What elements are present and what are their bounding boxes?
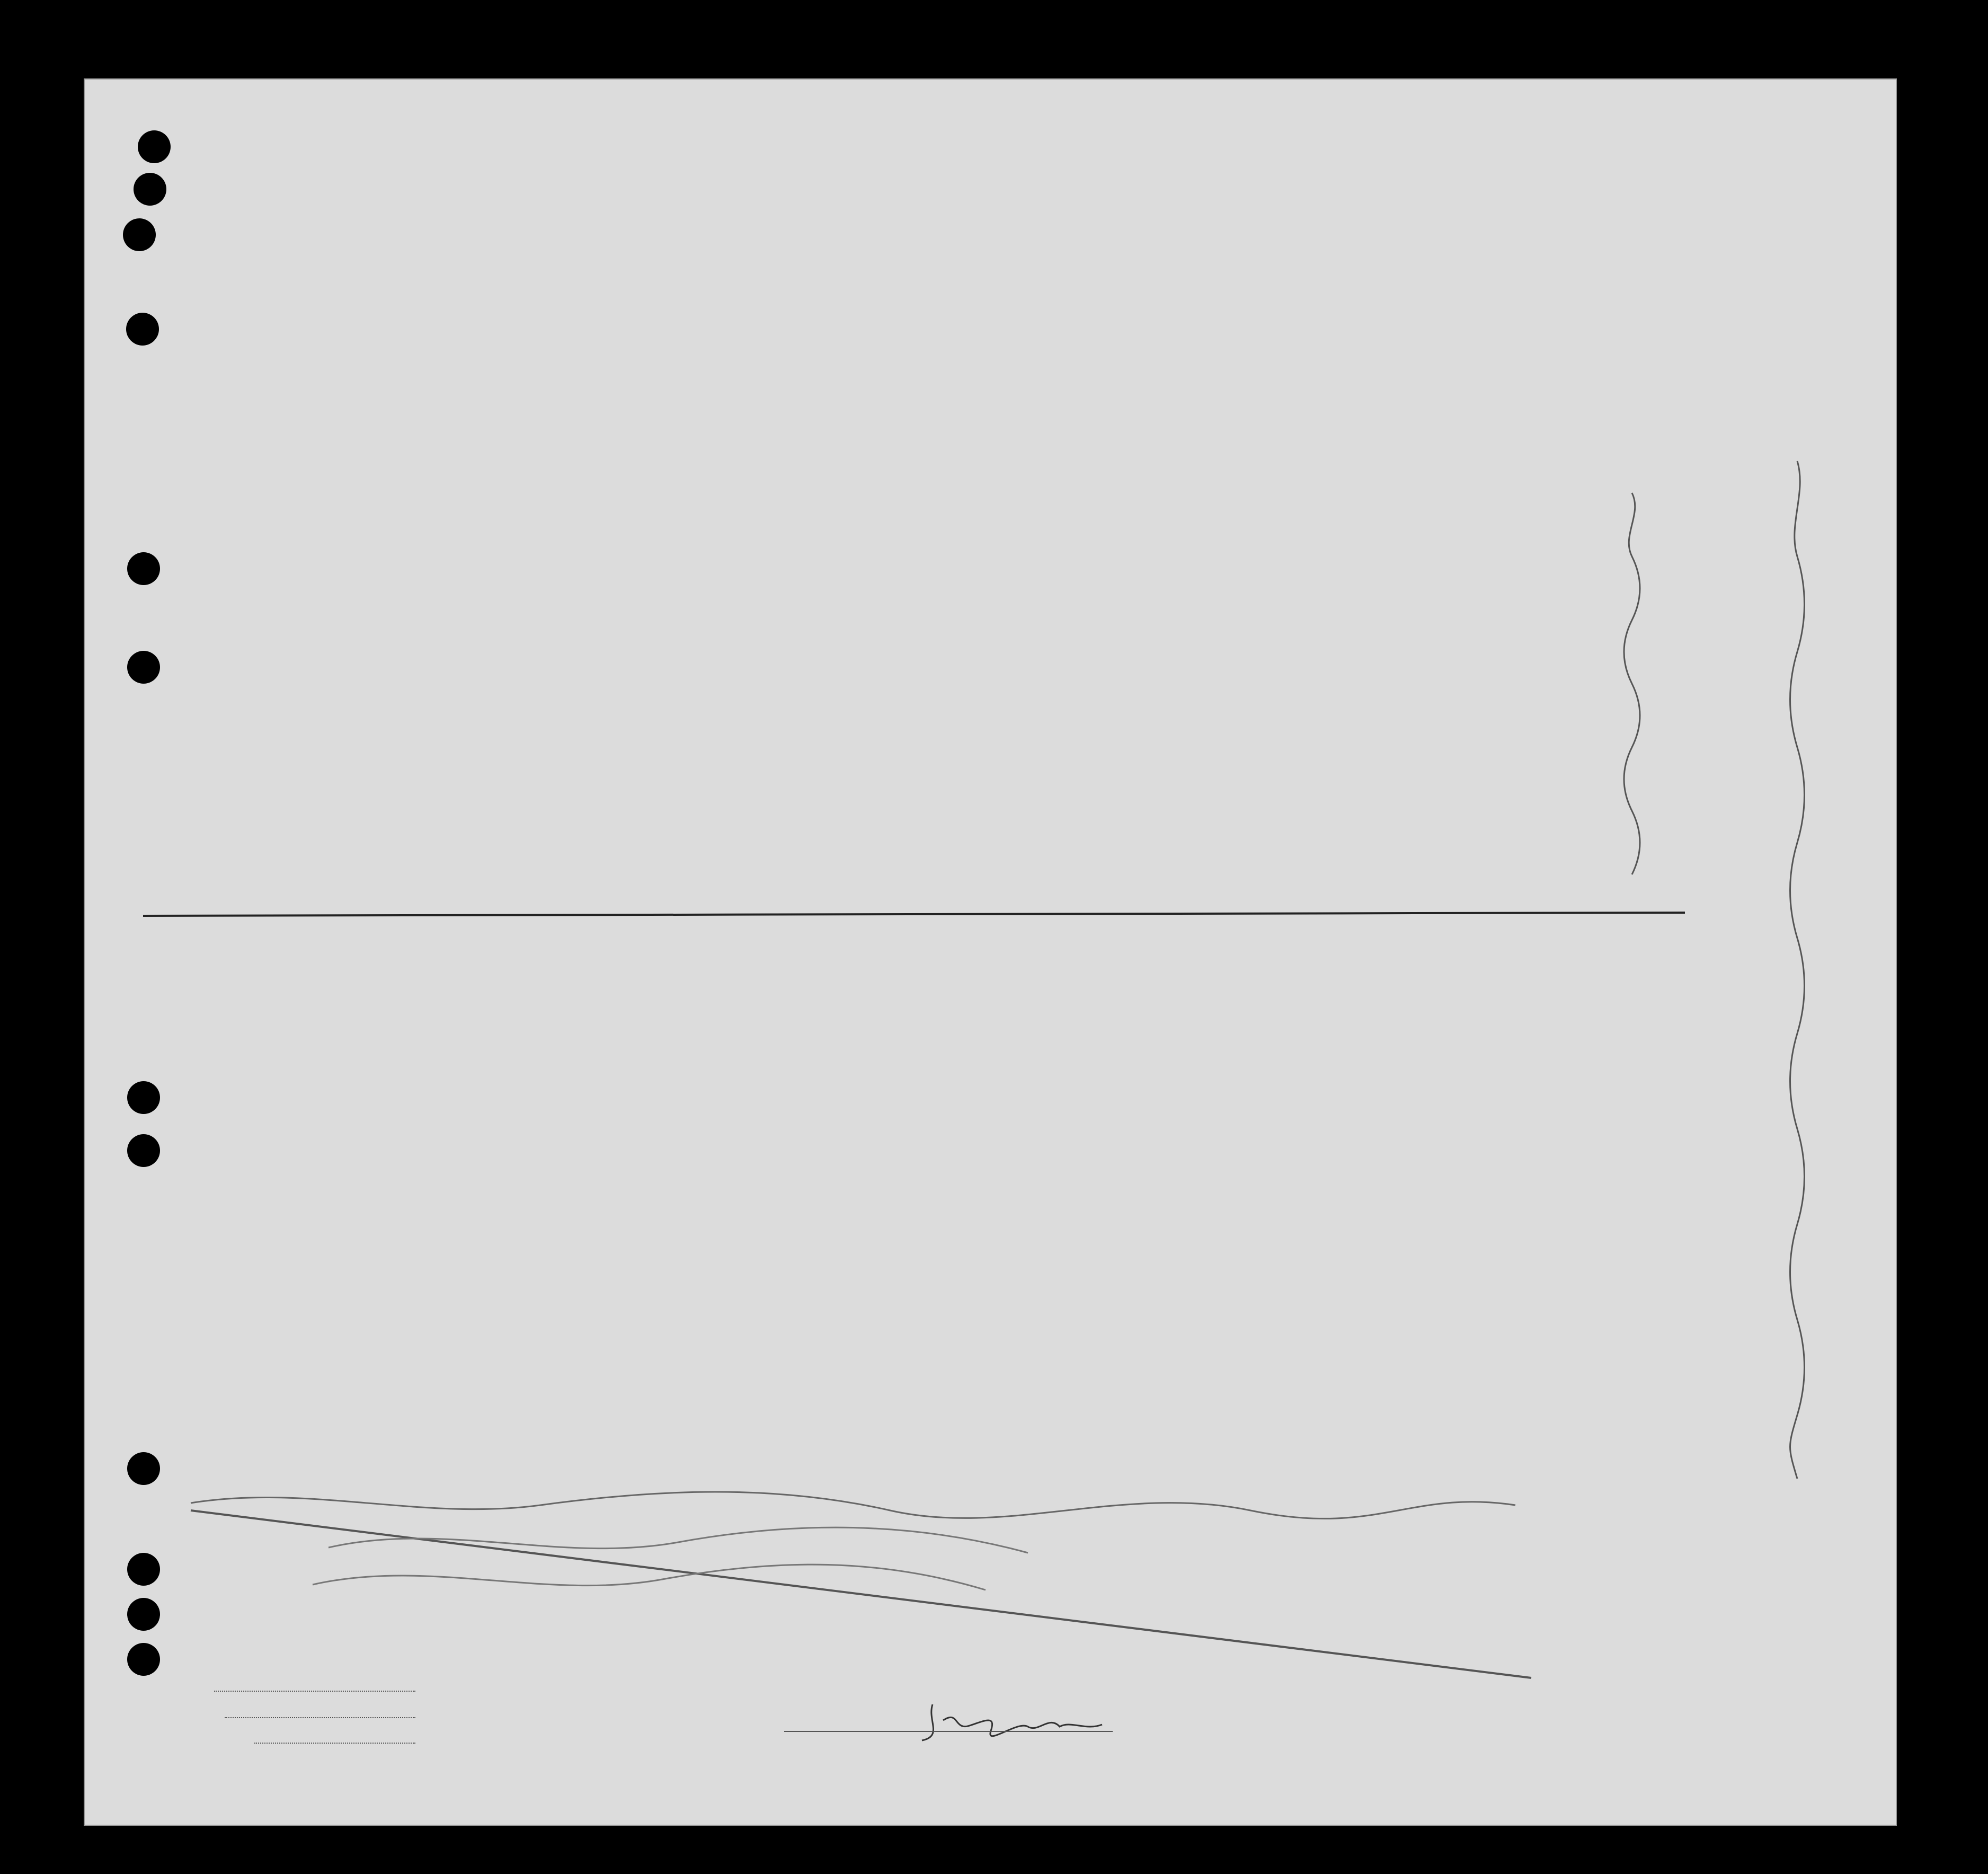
manifest-sheet: [84, 78, 1897, 1826]
remarks-ditto-wavy-line: [1624, 493, 1640, 874]
row13-strikethrough: [143, 913, 1685, 916]
blank-rows-wavy-line: [191, 1492, 1515, 1518]
inspector-signature: [911, 1699, 1187, 1742]
inspector-underline: [784, 1731, 1113, 1732]
action-column-wavy-line: [1790, 461, 1805, 1479]
signature-scribble: [911, 1699, 1187, 1742]
line-underline: [214, 1691, 415, 1692]
agents-underline: [254, 1743, 415, 1744]
owners-underline: [225, 1717, 415, 1718]
blank-rows-cancel-line: [191, 1510, 1531, 1678]
cancellation-marks: [85, 79, 1896, 1825]
